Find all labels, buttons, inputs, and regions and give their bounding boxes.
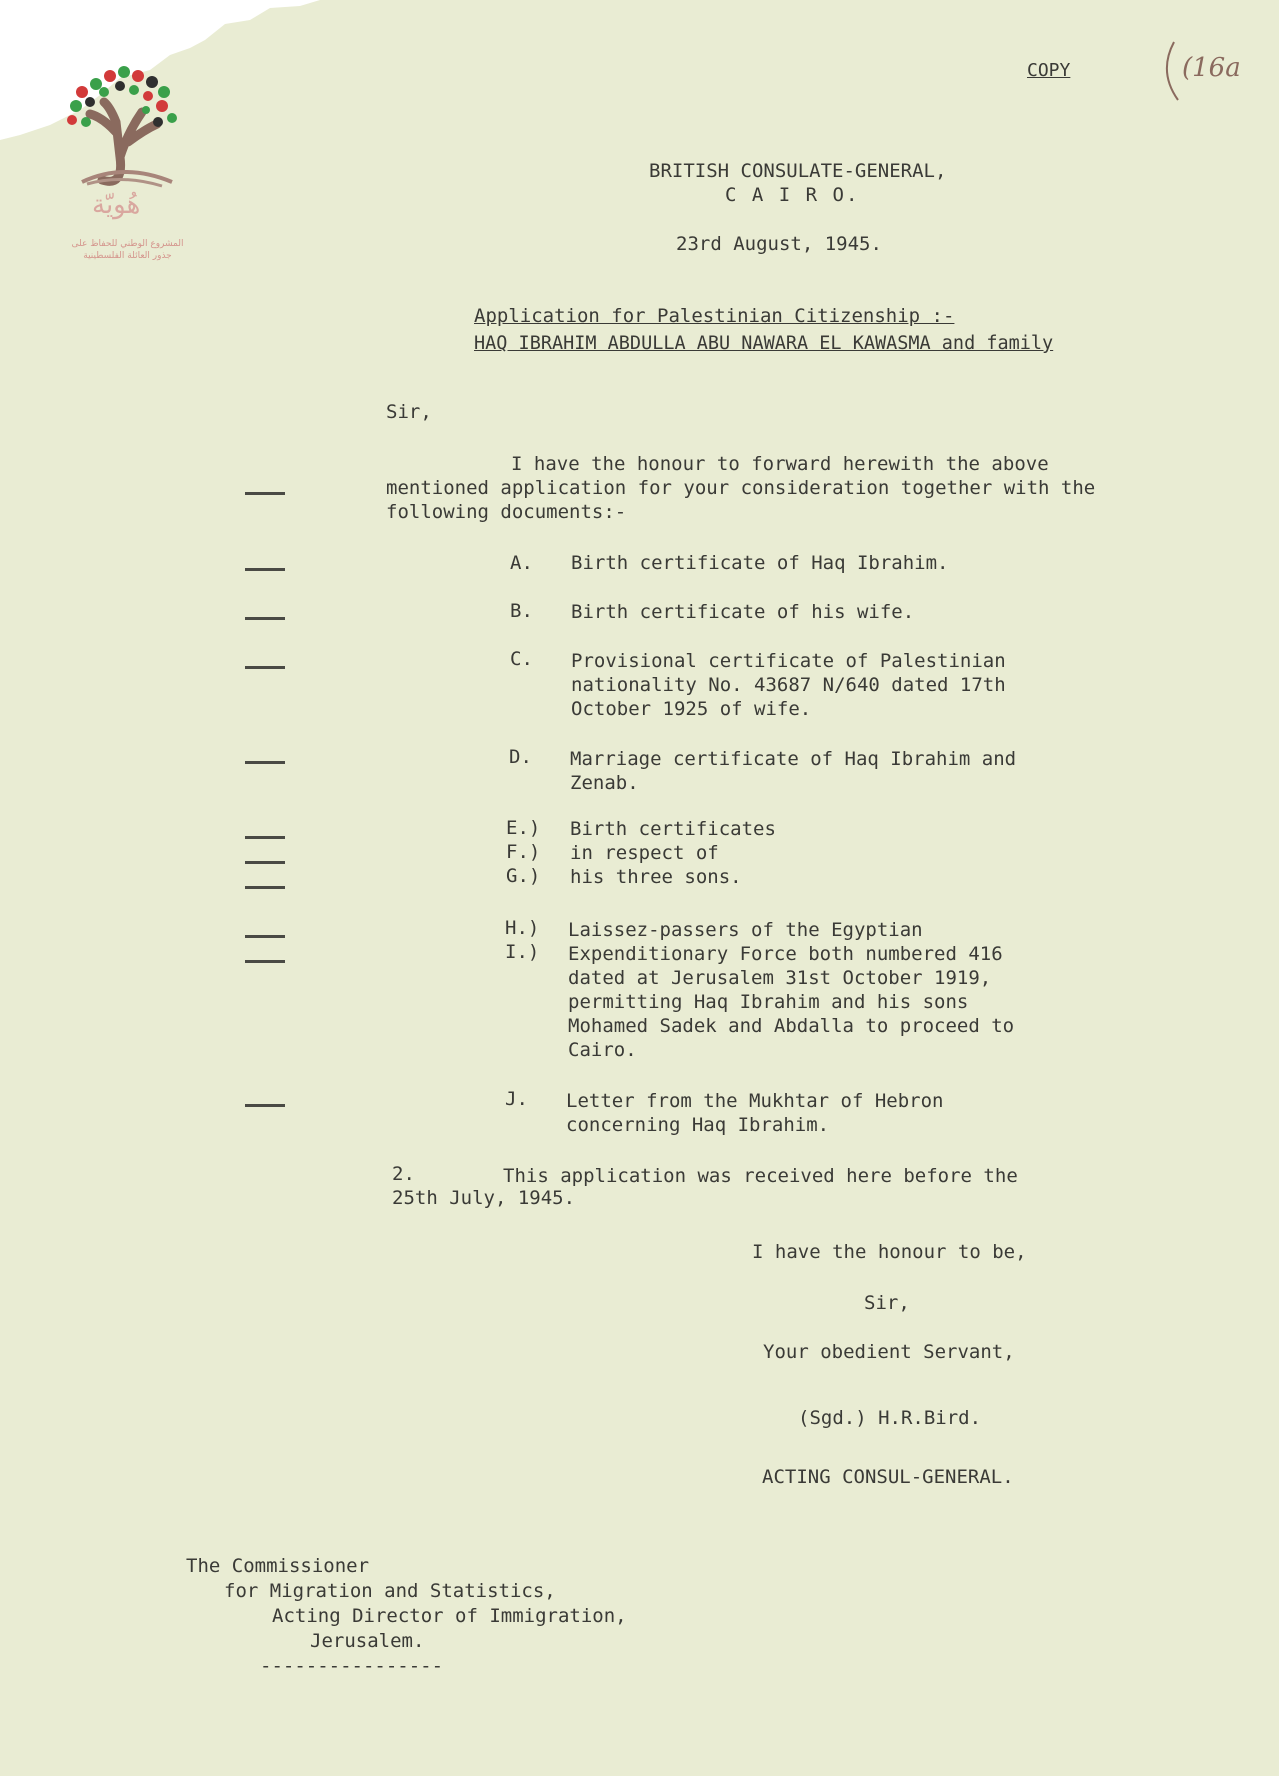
subject-line1: Application for Palestinian Citizenship :- (474, 305, 955, 327)
intro-line1: I have the honour to forward herewith the above (511, 453, 1049, 475)
addressee-rule: ---------------- (260, 1655, 444, 1677)
item-line: Birth certificates (570, 818, 776, 840)
item-line: concerning Haq Ibrahim. (566, 1114, 830, 1136)
item-line: his three sons. (570, 866, 742, 888)
letter-date: 23rd August, 1945. (676, 233, 882, 255)
item-letter: G.) (506, 865, 541, 887)
margin-tick (245, 861, 285, 864)
item-line: in respect of (570, 842, 719, 864)
logo-caption-line1: المشروع الوطني للحفاظ على (71, 239, 184, 249)
margin-tick (245, 761, 285, 764)
item-line: October 1925 of wife. (571, 698, 812, 720)
para2-line2: 25th July, 1945. (392, 1187, 576, 1209)
folio-number: (16a (1182, 53, 1241, 83)
closing-line1: I have the honour to be, (752, 1241, 1027, 1263)
margin-tick (245, 836, 285, 839)
item-line: Letter from the Mukhtar of Hebron (566, 1090, 944, 1112)
intro-line3: following documents:- (386, 501, 627, 523)
margin-tick (245, 935, 285, 938)
item-letter: D. (509, 746, 532, 768)
item-line: Birth certificate of Haq Ibrahim. (571, 552, 949, 574)
logo-wordmark: هُويّة (92, 190, 141, 220)
tree-logo-icon (62, 62, 192, 262)
margin-tick (245, 568, 285, 571)
margin-tick (245, 1104, 285, 1107)
item-letter: B. (510, 600, 533, 622)
addressee-line3: Acting Director of Immigration, (272, 1605, 627, 1627)
intro-line2: mentioned application for your consideration together with the (386, 477, 1096, 499)
logo-caption-line2: جذور العائلة الفلسطينية (83, 251, 172, 261)
item-letter: I.) (505, 941, 540, 963)
signature: (Sgd.) H.R.Bird. (798, 1407, 982, 1429)
letterhead-line1: BRITISH CONSULATE-GENERAL, (649, 160, 947, 182)
item-line: Mohamed Sadek and Abdalla to proceed to (568, 1015, 1015, 1037)
item-line: dated at Jerusalem 31st October 1919, (568, 967, 992, 989)
item-line: Provisional certificate of Palestinian (571, 650, 1006, 672)
closing-line3: Your obedient Servant, (763, 1341, 1015, 1363)
signatory-title: ACTING CONSUL-GENERAL. (762, 1466, 1014, 1488)
item-line: Birth certificate of his wife. (571, 601, 915, 623)
item-letter: J. (505, 1088, 528, 1110)
para2-line1: This application was received here before the (503, 1165, 1018, 1187)
addressee-line2: for Migration and Statistics, (224, 1580, 556, 1602)
item-line: nationality No. 43687 N/640 dated 17th (571, 674, 1006, 696)
item-letter: A. (510, 552, 533, 574)
letterhead-city: C A I R O. (725, 184, 860, 206)
item-letter: H.) (505, 917, 540, 939)
paragraph-number: 2. (392, 1163, 415, 1185)
margin-tick (245, 617, 285, 620)
addressee-line1: The Commissioner (186, 1555, 370, 1577)
addressee-line4: Jerusalem. (310, 1630, 425, 1652)
item-letter: E.) (506, 817, 541, 839)
subject-line2: HAQ IBRAHIM ABDULLA ABU NAWARA EL KAWASMA and family (474, 333, 1054, 354)
copy-stamp: COPY (1027, 60, 1071, 81)
item-line: Marriage certificate of Haq Ibrahim and (570, 748, 1017, 770)
margin-tick (245, 492, 285, 495)
salutation: Sir, (386, 401, 432, 423)
item-line: Expenditionary Force both numbered 416 (568, 943, 1003, 965)
item-letter: C. (510, 648, 533, 670)
item-line: permitting Haq Ibrahim and his sons (568, 991, 969, 1013)
folio-circle (1162, 32, 1254, 102)
closing-line2: Sir, (864, 1292, 910, 1314)
margin-tick (245, 666, 285, 669)
item-line: Laissez-passers of the Egyptian (568, 919, 923, 941)
margin-tick (245, 886, 285, 889)
margin-tick (245, 960, 285, 963)
item-letter: F.) (506, 841, 541, 863)
item-line: Cairo. (568, 1039, 637, 1061)
item-line: Zenab. (570, 772, 639, 794)
